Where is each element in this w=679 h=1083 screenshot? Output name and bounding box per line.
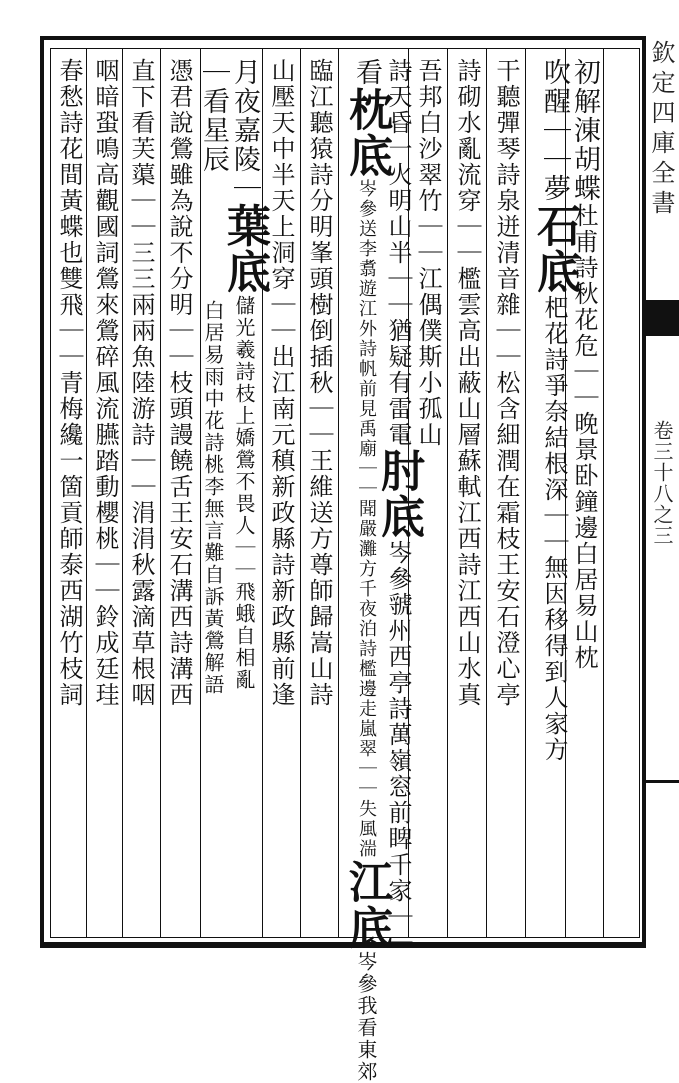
text-column-13: [126, 58, 156, 708]
column-rule: [160, 48, 161, 938]
column-text: 白居易雨中花詩桃李無言難自訴黃鶯解語: [201, 300, 225, 696]
column-text: 岑參虢州西亭詩萬嶺窓前睥千家｜｜: [384, 540, 412, 956]
column-text: 儲光羲詩枝上嬌鶯不畏人｜｜飛蛾自相亂: [232, 295, 256, 691]
text-column-3: [491, 58, 521, 708]
text-column-7: [342, 58, 390, 1083]
column-rule: [486, 48, 487, 938]
column-text: 山壓天中半天上洞穿｜｜出江南元稹新政縣詩新政縣前逢: [267, 58, 295, 708]
column-text: 杷花詩爭奈結根深｜｜無因移得到人家方: [540, 295, 568, 763]
text-column-11: [198, 58, 228, 174]
text-column-14: [90, 58, 120, 708]
text-column-11b: [198, 300, 228, 696]
entry-heading: 肘底: [373, 448, 424, 540]
text-column-8: [304, 58, 334, 708]
column-text: 月夜嘉陵｜: [229, 58, 260, 203]
entry-heading: 葉底: [219, 203, 270, 295]
column-text: 岑參送李翥遊江外詩帆前見禹廟｜｜聞嚴灘方千夜泊詩檻邊走嵐翠｜｜失風湍: [356, 179, 377, 859]
column-text: ｜看星辰: [198, 58, 229, 174]
column-text: 看: [351, 58, 382, 87]
margin-tick: [646, 780, 679, 783]
text-column-15: [54, 58, 84, 708]
entry-heading: 枕底: [341, 87, 392, 179]
column-rule: [525, 48, 526, 938]
column-text: 初解涷胡蝶: [569, 58, 600, 203]
column-rule: [86, 48, 87, 938]
margin-book-title: 欽定四庫全書: [647, 40, 675, 220]
column-rule: [603, 48, 604, 938]
column-rule: [300, 48, 301, 938]
column-rule: [447, 48, 448, 938]
column-text: 吹醒｜｜夢: [539, 58, 570, 203]
column-rule: [122, 48, 123, 938]
column-text: 吾邦白沙翠竹｜｜江偶僕斯小孤山: [414, 58, 442, 448]
column-text: 咽暗蛩鳴高觀國詞鶯來鶯碎風流臙踏動櫻桃｜｜鈴成廷珪: [91, 58, 119, 708]
text-column-4: [452, 58, 482, 708]
column-text: 詩天昏一火明山半｜｜猶疑有雷電: [384, 58, 412, 448]
column-text: 岑參我看東郊: [354, 951, 378, 1083]
entry-heading: 江底: [341, 859, 392, 951]
column-text: 杜甫詩秋花危｜｜晚景卧鐘邊白居易山枕: [570, 203, 598, 671]
fish-tail-mark: [646, 300, 679, 336]
text-column-9: [266, 58, 296, 708]
entry-heading: 石底: [529, 203, 580, 295]
column-text: 臨江聽猿詩分明峯頭樹倒插秋｜｜王維送方尊師歸嵩山詩: [305, 58, 333, 708]
column-text: 直下看芙蕖｜｜三三兩兩魚陸游詩｜｜涓涓秋露滴草根咽: [127, 58, 155, 708]
column-text: 干聽彈琴詩泉迸清音雜｜｜松含細潤在霜枝王安石澄心亭: [492, 58, 520, 708]
column-text: 詩砌水亂流穿｜｜檻雲高出蔽山層蘇軾江西詩江西山水真: [453, 58, 481, 708]
text-column-2: [530, 58, 578, 763]
text-column-12: [164, 58, 194, 708]
margin-volume-label: 卷三十八之三: [650, 420, 674, 546]
column-text: 憑君說鶯雖為說不分明｜｜枝頭謾饒舌王安石溝西詩溝西: [165, 58, 193, 708]
column-rule: [338, 48, 339, 938]
column-text: 春愁詩花間黃蝶也雙飛｜｜青梅纔一箇貢師泰西湖竹枝詞: [55, 58, 83, 708]
